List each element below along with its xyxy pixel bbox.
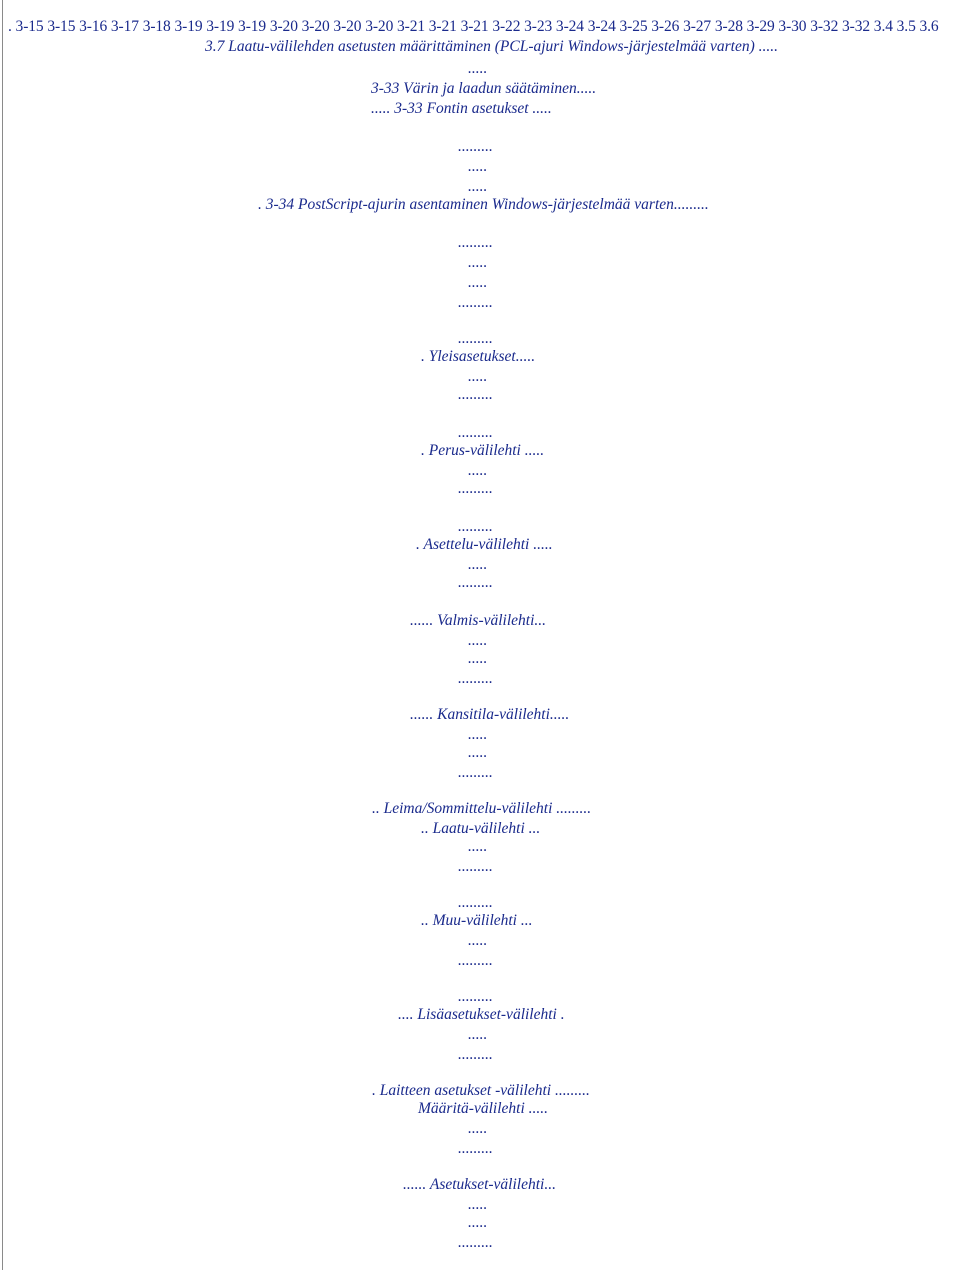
toc-entry: .........: [458, 480, 493, 497]
toc-entry: .........: [458, 1140, 493, 1157]
toc-entry: 3-33 Värin ja laadun säätäminen.....: [371, 80, 597, 97]
toc-entry: ...... Kansitila-välilehti.....: [410, 706, 570, 723]
toc-entry: .. Laatu-välilehti ...: [421, 820, 541, 837]
toc-entry: .........: [458, 952, 493, 969]
toc-entry: .........: [458, 330, 493, 347]
toc-entry: .....: [468, 178, 488, 195]
toc-entry: .....: [468, 254, 488, 271]
toc-entry: .. Leima/Sommittelu-välilehti .........: [372, 800, 592, 817]
toc-entry: .... Lisäasetukset-välilehti .: [398, 1006, 565, 1023]
toc-entry: .........: [458, 1046, 493, 1063]
toc-entry: .........: [458, 764, 493, 781]
toc-entry: .....: [468, 726, 488, 743]
toc-entry: ..... 3-33 Fontin asetukset .....: [371, 100, 552, 117]
toc-entry: .....: [468, 158, 488, 175]
toc-entry: . 3-34 PostScript-ajurin asentaminen Windows-järjestelmää varten.........: [258, 196, 709, 213]
toc-entry: .........: [458, 294, 493, 311]
toc-entry: .........: [458, 518, 493, 535]
toc-entry: .........: [458, 234, 493, 251]
toc-entry: . Asettelu-välilehti .....: [416, 536, 553, 553]
toc-entry: .....: [468, 462, 488, 479]
toc-entry: .....: [468, 1196, 488, 1213]
toc-entry: 3.7 Laatu-välilehden asetusten määrittäminen (PCL-ajuri Windows-järjestelmää varten) .....: [205, 38, 779, 55]
toc-entry: .....: [468, 744, 488, 761]
toc-entry: .........: [458, 858, 493, 875]
toc-entry: .....: [468, 556, 488, 573]
toc-entry: ...... Asetukset-välilehti...: [403, 1176, 556, 1193]
toc-entry: . Perus-välilehti .....: [421, 442, 545, 459]
toc-entry: .....: [468, 368, 488, 385]
toc-entry: .....: [468, 274, 488, 291]
toc-entry: .....: [468, 1214, 488, 1231]
toc-entry: .....: [468, 1026, 488, 1043]
toc-entry: .........: [458, 1234, 493, 1251]
left-margin-rule: [2, 0, 3, 1270]
toc-entry: .........: [458, 424, 493, 441]
toc-entry: .....: [468, 1120, 488, 1137]
toc-entry: .....: [468, 60, 488, 77]
toc-entry: .. Muu-välilehti ...: [421, 912, 533, 929]
toc-entry: .....: [468, 650, 488, 667]
toc-entry: Määritä-välilehti .....: [418, 1100, 549, 1117]
toc-entry: . Yleisasetukset.....: [421, 348, 536, 365]
toc-entry: .........: [458, 894, 493, 911]
toc-entry: ...... Valmis-välilehti...: [410, 612, 547, 629]
toc-entry: .........: [458, 574, 493, 591]
toc-entry: .....: [468, 932, 488, 949]
toc-entry: .........: [458, 670, 493, 687]
toc-entry: . Laitteen asetukset -välilehti .........: [372, 1082, 590, 1099]
toc-entry: .........: [458, 138, 493, 155]
toc-entry: .....: [468, 838, 488, 855]
toc-entry: .........: [458, 988, 493, 1005]
toc-entry: .....: [468, 632, 488, 649]
page-number-run: . 3-15 3-15 3-16 3-17 3-18 3-19 3-19 3-19 3-20 3-20 3-20 3-20 3-21 3-21 3-21 3-22 3-23 3-24 3-24 3-25 3-26 3-27 3-28 3-29 3-30 3-32 3-32 3.4 3.5 3.6: [8, 18, 939, 35]
toc-entry: .........: [458, 386, 493, 403]
